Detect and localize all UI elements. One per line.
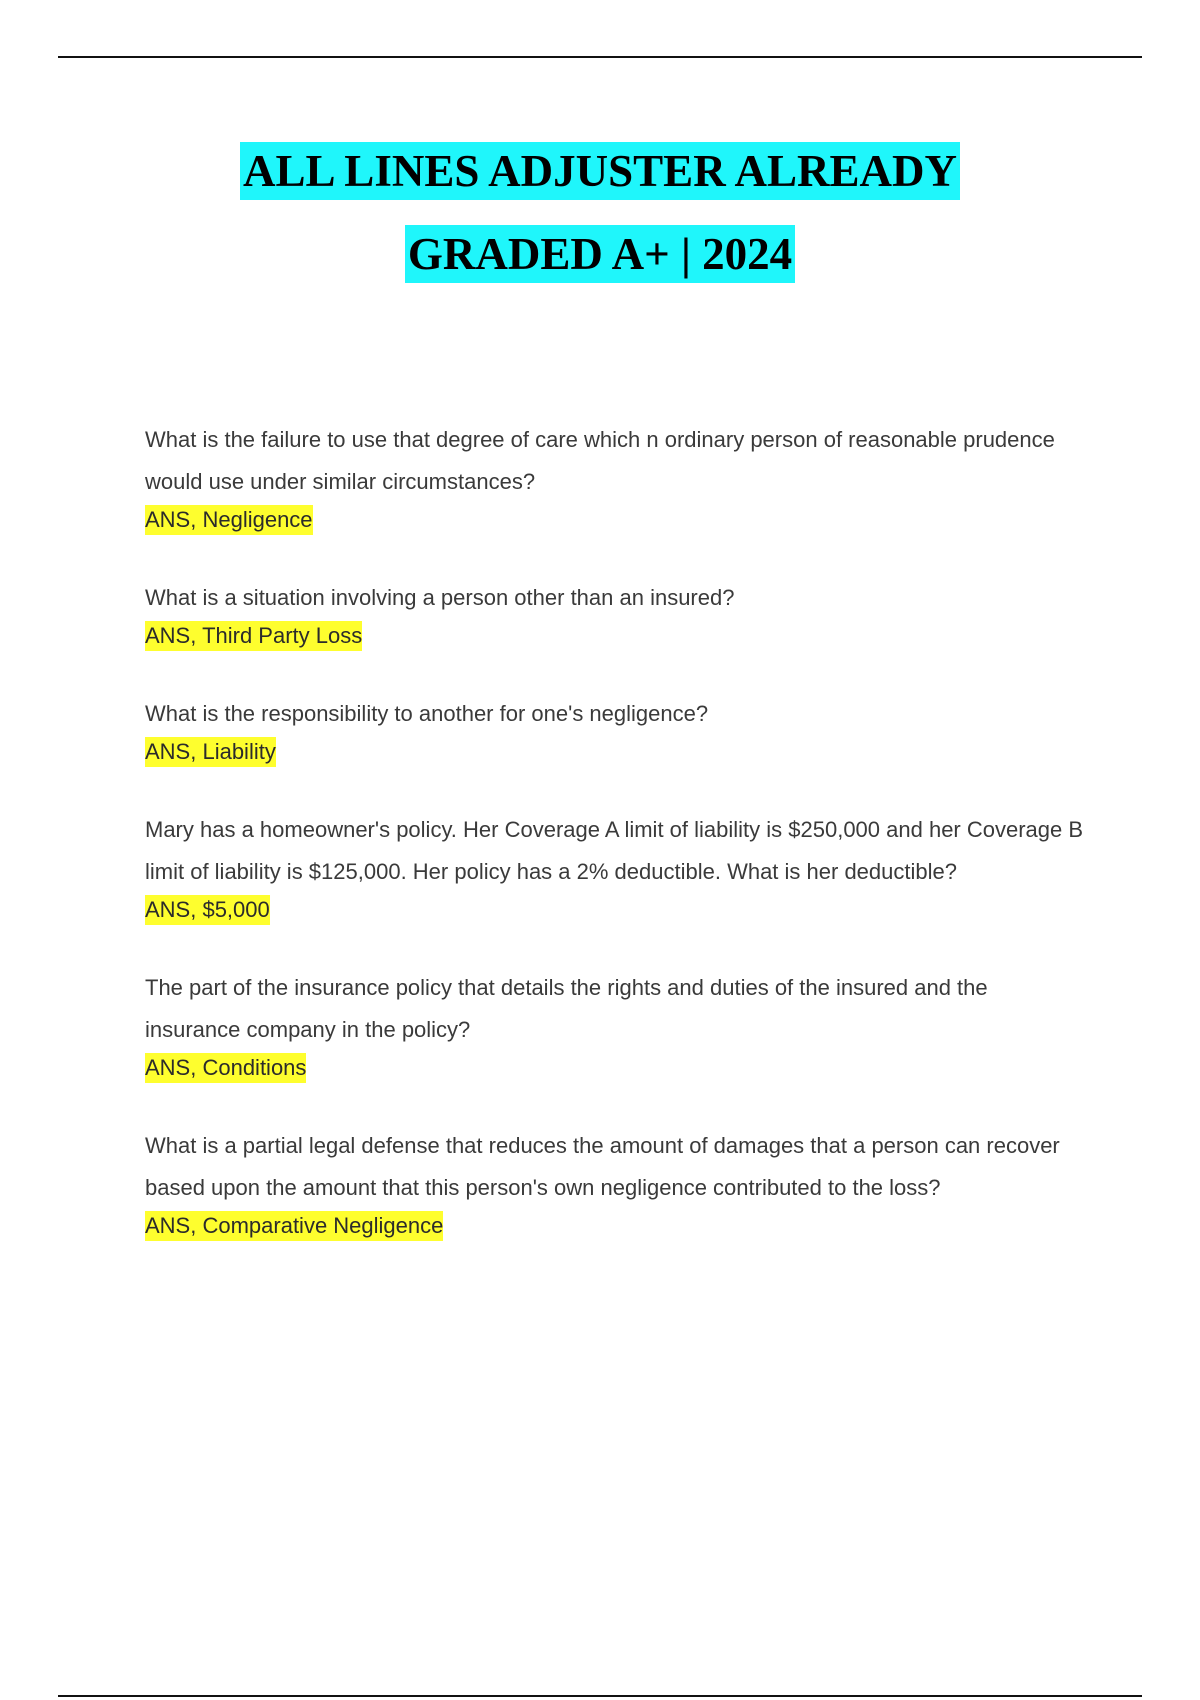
qa-item-6 (145, 1125, 1085, 1241)
question-text: Mary has a homeowner's policy. Her Coverage A limit of liability is $250,000 and her Coverage B limit of liability is $125,000. Her policy has a 2% deductible. What is her deductible? (145, 817, 1084, 884)
answer-text: ANS, Negligence (145, 505, 313, 535)
top-divider (58, 56, 1142, 58)
qa-item-3 (145, 693, 1085, 767)
answer-text: ANS, Liability (145, 737, 276, 767)
answer-text: ANS, Comparative Negligence (145, 1211, 443, 1241)
qa-list (145, 419, 1085, 1283)
document-title (0, 142, 1200, 283)
qa-item-2 (145, 577, 1085, 651)
answer-text: ANS, Conditions (145, 1053, 306, 1083)
title-line-2: GRADED A+ | 2024 (405, 225, 795, 283)
answer-text: ANS, $5,000 (145, 895, 270, 925)
qa-item-4 (145, 809, 1085, 925)
question-text: What is a situation involving a person other than an insured? (145, 585, 735, 610)
qa-item-1 (145, 419, 1085, 535)
question-text: The part of the insurance policy that details the rights and duties of the insured and the insurance company in the policy? (145, 975, 988, 1042)
question-text: What is a partial legal defense that reduces the amount of damages that a person can recover based upon the amount that this person's own negligence contributed to the loss? (145, 1133, 1060, 1200)
title-line-1: ALL LINES ADJUSTER ALREADY (240, 142, 960, 200)
qa-item-5 (145, 967, 1085, 1083)
bottom-divider (58, 1695, 1142, 1697)
question-text: What is the responsibility to another for one's negligence? (145, 701, 709, 726)
question-text: What is the failure to use that degree of care which n ordinary person of reasonable prudence would use under similar circumstances? (145, 427, 1055, 494)
answer-text: ANS, Third Party Loss (145, 621, 362, 651)
